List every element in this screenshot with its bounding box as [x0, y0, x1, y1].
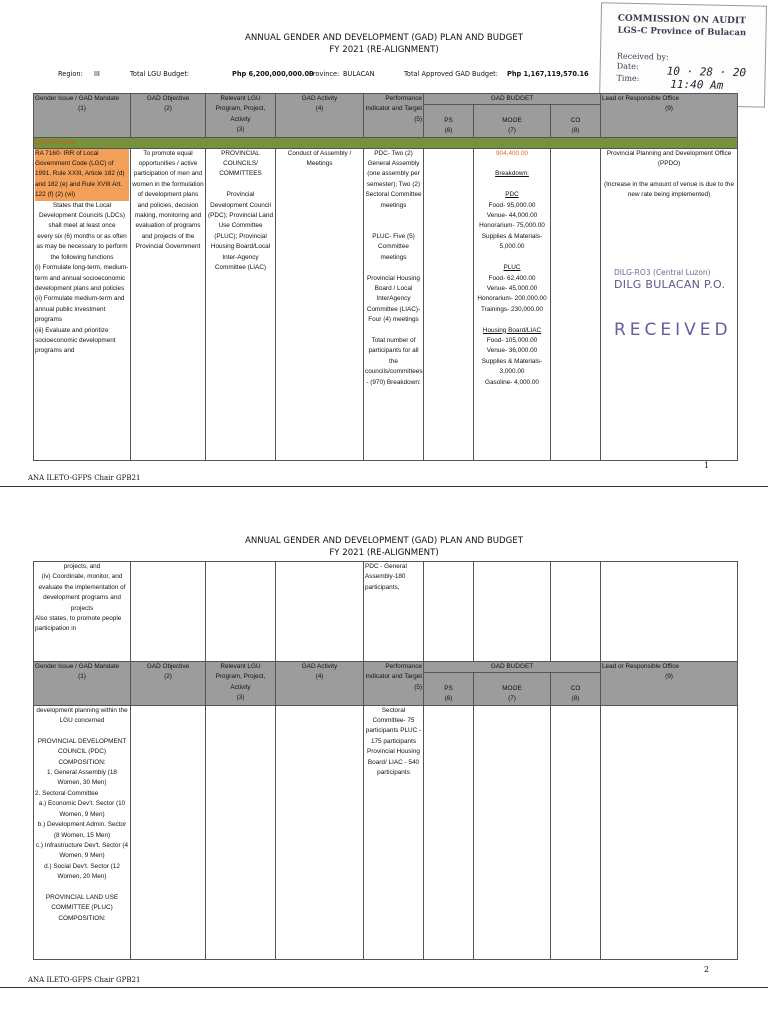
header-issue: Gender Issue / GAD Mandate (1) — [34, 662, 131, 706]
gad-budget-label: Total Approved GAD Budget: — [404, 70, 498, 78]
indicator-cell: PDC- Two (2) General Assembly (one assembly per semester); Two (2) Sectoral Committee meetings PLUC- Five (5) Committee meetings Provincial Housing Board / Local InterAgency Committee (LIAC)- Four (4) meetings Total number of participants for all the councils/committees - (970) Breakdown: — [364, 148, 424, 460]
document-page-1 — [0, 0, 768, 500]
province-label: Province: — [309, 70, 340, 78]
table-row — [34, 705, 738, 959]
stamp-line-2: LGS-C Province of Bulacan — [617, 25, 747, 39]
province-value: BULACAN — [343, 70, 375, 78]
table-row — [34, 562, 738, 662]
header-program: Relevant LGU Program, Project, Activity (3) — [206, 662, 276, 706]
region-value: III — [94, 70, 100, 78]
indicator-cont-cell: PDC - General Assembly-180 participants, — [364, 562, 424, 662]
program-cell: PROVINCIAL COUNCILS/ COMMITTEES Provincial Development Council (PDC); Provincial Land Use Committee (PLUC); Provincial Housing Board/Local Inter-Agency Committee (LIAC) — [206, 148, 276, 460]
header-budget: GAD BUDGET — [424, 662, 601, 673]
header-program: Relevant LGU Program, Project, Activity (3) — [206, 94, 276, 138]
stamp-line-1: COMMISSION ON AUDIT — [617, 13, 746, 27]
dilg-stamp-line-2: DILG BULACAN P.O. — [614, 278, 726, 291]
objective-cell: To promote equal opportunities / active participation of men and women in the formulation of development plans and policies, decision making, monitoring and evaluation of programs and projects of the Provincial Government — [131, 148, 206, 460]
lgu-budget-label: Total LGU Budget: — [130, 70, 190, 78]
header-co: CO (8) — [551, 673, 601, 705]
mandate-legal-basis: RA 7160- IRR of Local Government Code (LGC) of 1991, Rule XXIII, Article 182 (d) and 182 (e) and Rule XVIII Art. 122 (f) (2) (vii) — [35, 149, 129, 201]
co-cell — [551, 148, 601, 460]
header-office: Lead or Responsible Office (9) — [601, 94, 738, 138]
mooe-total: 904,400.00 — [496, 149, 528, 157]
page-divider — [0, 486, 768, 487]
header-objective: GAD Objective (2) — [131, 94, 206, 138]
header-activity: GAD Activity (4) — [276, 662, 364, 706]
activity-cell: Conduct of Assembly / Meetings — [276, 148, 364, 460]
dilg-stamp-line-1: DILG-RO3 (Central Luzon) — [614, 268, 711, 277]
page-bottom-rule — [0, 987, 768, 988]
gad-budget-value: Php 1,167,119,570.16 — [507, 70, 589, 78]
header-indicator: Performance Indicator and Target (5) — [364, 662, 424, 706]
stamp-received-label: Received by: — [616, 51, 669, 62]
lgu-budget-value: Php 6,200,000,000.00 — [232, 70, 314, 78]
mandate-cont-cell: projects, and (iv) Coordinate, monitor, and evaluate the implementation of development programs and projects Also states, to promote people participation in — [34, 562, 131, 662]
page-number-2: 2 — [704, 965, 710, 974]
header-co: CO (8) — [551, 105, 601, 137]
document-subtitle: FY 2021 (RE-ALIGNMENT) — [329, 45, 439, 55]
header-office: Lead or Responsible Office (9) — [601, 662, 738, 706]
stamp-time-label: Time: — [616, 73, 640, 84]
header-ps: PS (6) — [424, 105, 474, 137]
coa-received-stamp — [599, 2, 767, 107]
document-page-2 — [0, 515, 768, 1024]
ps-cell — [424, 148, 474, 460]
stamp-time-value: 11:40 Am — [670, 77, 724, 92]
header-activity: GAD Activity (4) — [276, 94, 364, 138]
page-number-1: 1 — [704, 461, 710, 470]
document-title-p2: ANNUAL GENDER AND DEVELOPMENT (GAD) PLAN AND BUDGET — [245, 536, 523, 546]
section-row-client-focused: Client-Focused — [34, 137, 738, 148]
office-cell: Provincial Planning and Development Office (PPDO) (Increase in the amount of venue is due to the new rate being implemented) — [601, 148, 738, 460]
mooe-cell: 904,400.00 Breakdown: PDC Food- 95,000.00 Venue- 44,000.00 Honorarium- 75,000.00 Supplies & Materials- 5,000.00 PLUC Food- 62,400.00 Venue- 45,000.00 Honorarium- 200,000.00 Trainings- 230,000.00 Housing Board/LIAC Food- 105,000.00 Venue- 36,000.00 Supplies & Materials- 3,000.00 Gasoline- 4,000.00 — [474, 148, 551, 460]
table-header-row — [34, 94, 738, 105]
dilg-stamp-received: RECEIVED — [614, 320, 732, 340]
stamp-date-value: 10 · 28 · 20 — [666, 64, 747, 80]
stamp-date-label: Date: — [616, 61, 639, 72]
header-ps: PS (6) — [424, 673, 474, 705]
region-label: Region: — [58, 70, 83, 78]
header-mooe: MOOE (7) — [474, 105, 551, 137]
header-mooe: MOOE (7) — [474, 673, 551, 705]
footer-page-1: ANA ILETO-GFPS Chair GPB21 — [28, 474, 141, 482]
footer-page-2: ANA ILETO-GFPS Chair GPB21 — [28, 976, 141, 984]
indicator-body-cell: Sectoral Committee- 75 participants PLUC - 175 participants Provincial Housing Board/ LIAC - 540 participants — [364, 705, 424, 959]
header-budget: GAD BUDGET — [424, 94, 601, 105]
header-issue: Gender Issue / GAD Mandate (1) — [34, 94, 131, 138]
header-objective: GAD Objective (2) — [131, 662, 206, 706]
header-indicator: Performance Indicator and Target (5) — [364, 94, 424, 138]
mandate-body-cell: development planning within the LGU concerned PROVINCIAL DEVELOPMENT COUNCIL (PDC) COMPOSITION: 1. General Assembly (18 Women, 30 Men) 2. Sectoral Committee a.) Economic Dev't. Sector (10 Women, 9 Men) b.) Development Admin. Sector (8 Women, 15 Men) c.) Infrastructure Dev't. Sector (4 Women, 9 Men) d.) Social Dev't. Sector (12 Women, 20 Men) PROVINCIAL LAND USE COMMITTEE (PLUC) COMPOSITION: — [34, 705, 131, 959]
dilg-received-stamp — [612, 262, 764, 380]
gad-plan-table-page-2 — [33, 561, 738, 960]
mandate-cell: RA 7160- IRR of Local Government Code (LGC) of 1991, Rule XXIII, Article 182 (d) and 182 (e) and Rule XVIII Art. 122 (f) (2) (vii) States that the Local Development Councils (LDCs) shall meet at least once every six (6) months or as often as may be necessary to perform the following functions (i) Formulate long-term, medium-term and annual socioeconomic development plans and policies (ii) Formulate medium-term and annual public investment programs (iii) Evaluate and prioritize socioeconomic development programs and — [34, 148, 131, 460]
document-subtitle-p2: FY 2021 (RE-ALIGNMENT) — [329, 548, 439, 558]
document-title: ANNUAL GENDER AND DEVELOPMENT (GAD) PLAN AND BUDGET — [245, 33, 523, 43]
table-header-row — [34, 662, 738, 673]
